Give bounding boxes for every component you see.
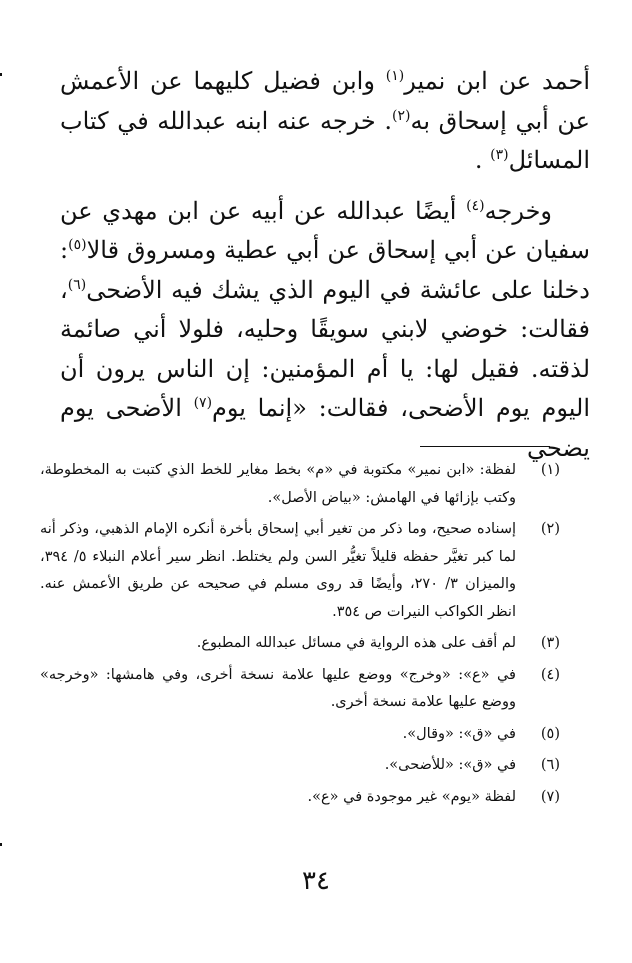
footnote-number: (٢) (540, 521, 560, 537)
text-segment: . خرجه عنه ابنه عبدالله في كتاب المسائل (60, 106, 590, 174)
page-number: ٣٤ (302, 866, 330, 896)
footnote-ref: (٧) (193, 395, 213, 411)
footnote-ref: (١) (385, 68, 405, 84)
margin-mark (0, 73, 2, 76)
footnote-separator (420, 446, 550, 447)
footnote-text: في «ع»: «وخرج» ووضع عليها علامة نسخة أخرى، وفي هامشها: «وخرجه» ووضع عليها علامة نسخة أخرى. (40, 666, 516, 710)
footnote-number: (٣) (540, 635, 560, 651)
text-segment: أحمد عن ابن نمير (404, 67, 591, 95)
footnote-number: (٧) (540, 788, 560, 805)
paragraph (60, 192, 590, 469)
footnote-text: لم أقف على هذه الرواية في مسائل عبدالله المطبوع. (196, 635, 516, 651)
footnote-number: (٥) (540, 725, 560, 742)
text-segment: ، فقالت: خوضي لابني سويقًا وحليه، فلولا أني صائمة لذقته. فقيل لها: يا أم المؤمنين: إن الناس يرون أن اليوم يوم الأضحى، فقالت: «إنما يوم (60, 275, 590, 422)
text-segment: : دخلنا على عائشة في اليوم الذي يشك فيه الأضحى (60, 236, 590, 304)
footnote (40, 662, 560, 717)
footnote (40, 630, 560, 658)
footnote-text: لفظة: «ابن نمير» مكتوبة في «م» بخط مغاير للخط الذي كتبت به المخطوطة، وكتب بإزائها في الهامش: «بياض الأصل». (40, 462, 516, 506)
footnote-ref: (٥) (68, 237, 87, 253)
footnote-text: لفظة «يوم» غير موجودة في «ع». (307, 788, 516, 805)
footnote-text: في «ق»: «للأضحى». (384, 757, 516, 773)
text-segment: . (474, 146, 491, 174)
footnote-ref: (٣) (490, 147, 509, 163)
footnote-number: (٤) (540, 666, 560, 683)
text-segment: وابن فضيل كليهما عن الأعمش عن أبي إسحاق به (60, 67, 591, 135)
footnote-text: في «ق»: «وقال». (402, 725, 516, 742)
margin-mark (0, 843, 2, 846)
text-segment: الأضحى يوم يضحي (60, 394, 590, 462)
text-segment: وخرجه (484, 196, 552, 225)
footnote (40, 721, 560, 749)
footnote-number: (٦) (540, 757, 560, 773)
main-text (60, 62, 590, 468)
footnote (40, 784, 560, 812)
paragraph (60, 62, 590, 181)
footnote (40, 457, 560, 512)
footnotes (40, 457, 560, 811)
footnote (40, 752, 560, 780)
footnote-ref: (٦) (67, 276, 87, 293)
footnote-text: إسناده صحيح، وما ذكر من تغير أبي إسحاق بأخرة أنكره الإمام الذهبي، وذكر أنه لما كبر تغيَّر حفظه قليلاً تغيُّر السن ولم يختلط. انظر سير أعلام النبلاء ٥/ ٣٩٤، والميزان ٣/ ٢٧٠، وأيضًا قد روى مسلم في صحيحه عن طريق الأعمش عنه. انظر الكواكب النيرات ص ٣٥٤. (40, 521, 516, 620)
text-segment: أيضًا عبدالله عن أبيه عن ابن مهدي عن سفيان عن أبي إسحاق عن أبي عطية ومسروق قالا (60, 196, 590, 264)
footnote-ref: (٤) (466, 197, 485, 214)
footnote-ref: (٢) (392, 107, 411, 124)
footnote (40, 516, 560, 626)
footnote-number: (١) (540, 462, 560, 478)
